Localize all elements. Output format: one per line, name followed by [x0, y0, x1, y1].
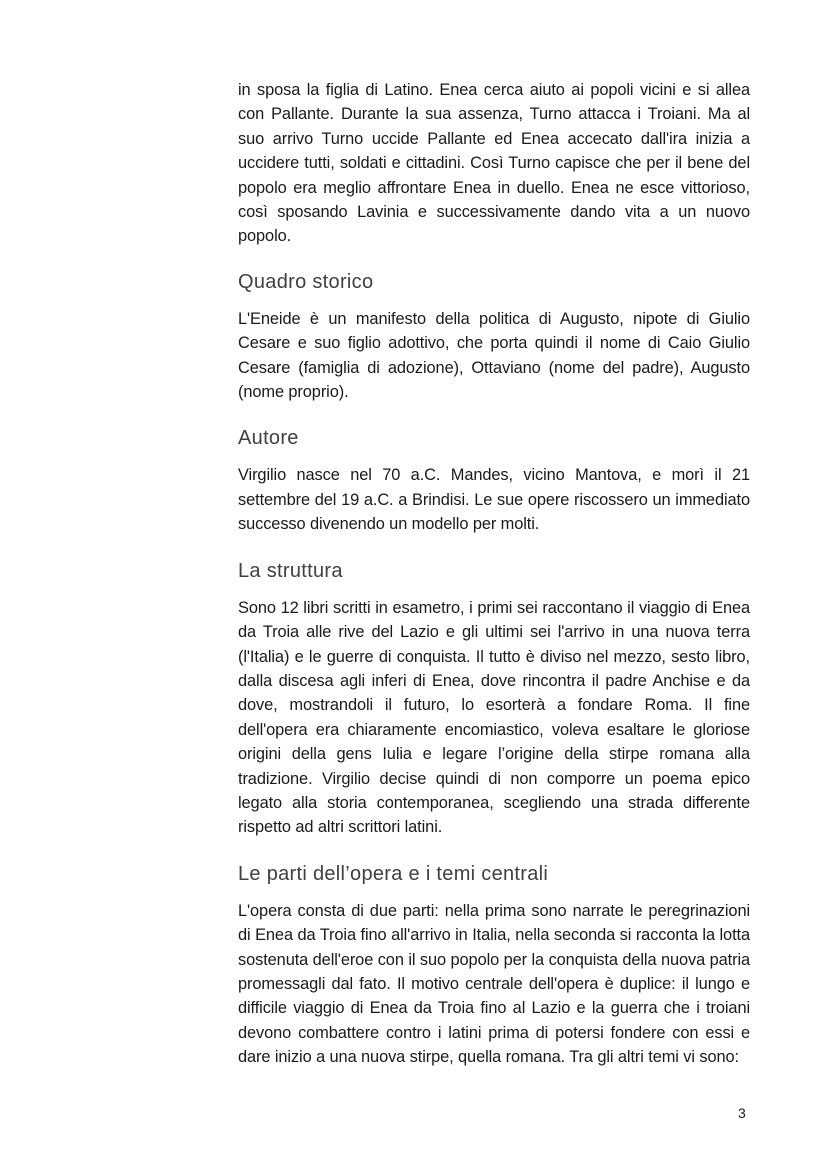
paragraph-la-struttura: Sono 12 libri scritti in esametro, i primi sei raccontano il viaggio di Enea da Troia alle rive del Lazio e gli ultimi sei l'arrivo in una nuova terra (l'Italia) e le guerre di conquista. Il tutto è diviso nel mezzo, sesto libro, dalla discesa agli inferi di Enea, dove rincontra il padre Anchise e da dove, mostrandoli il futuro, lo esorterà a fondare Roma. Il fine dell'opera era chiaramente encomiastico, voleva esaltare le gloriose origini della gens Iulia e legare l’origine della stirpe romana alla tradizione. Virgilio decise quindi di non comporre un poema epico legato alla storia contemporanea, scegliendo una strada differente rispetto ad altri scrittori latini. [238, 598, 750, 837]
page-number: 3 [738, 1105, 746, 1121]
heading-parti-opera: Le parti dell’opera e i temi centrali [238, 862, 549, 885]
intro-paragraph: in sposa la figlia di Latino. Enea cerca aiuto ai popoli vicini e si allea con Pallante. Durante la sua assenza, Turno attacca i Troiani. Ma al suo arrivo Turno uccide Pallante ed Enea accecato dall'ira inizia a uccidere tutti, soldati e cittadini. Così Turno capisce che per il bene del popolo era meglio affrontare Enea in duello. Enea ne esce vittorioso, così sposando Lavinia e successivamente dando vita a un nuovo popolo. [238, 81, 750, 246]
paragraph-parti-opera: L'opera consta di due parti: nella prima sono narrate le peregrinazioni di Enea da Troia fino all'arrivo in Italia, nella seconda si racconta la lotta sostenuta dell'eroe con il suo popolo per la conquista della nuova patria promessagli dal fato. Il motivo centrale dell'opera è duplice: il lungo e difficile viaggio di Enea da Troia fino al Lazio e la guerra che i troiani devono combattere contro i latini prima di potersi fondere con essi e dare inizio a una nuova stirpe, quella romana. Tra gli altri temi vi sono: [238, 901, 750, 1067]
heading-autore: Autore [238, 427, 299, 450]
paragraph-quadro-storico: L'Eneide è un manifesto della politica di Augusto, nipote di Giulio Cesare e suo figlio adottivo, che porta quindi il nome di Caio Giulio Cesare (famiglia di adozione), Ottaviano (nome del padre), Augusto (nome proprio). [238, 309, 750, 402]
heading-la-struttura: La struttura [238, 559, 343, 582]
paragraph-autore: Virgilio nasce nel 70 a.C. Mandes, vicino Mantova, e morì il 21 settembre del 19 a.C. a Brindisi. Le sue opere riscossero un immediato successo divenendo un modello per molti. [238, 466, 750, 534]
heading-quadro-storico: Quadro storico [238, 270, 374, 293]
document-page [238, 78, 750, 1070]
